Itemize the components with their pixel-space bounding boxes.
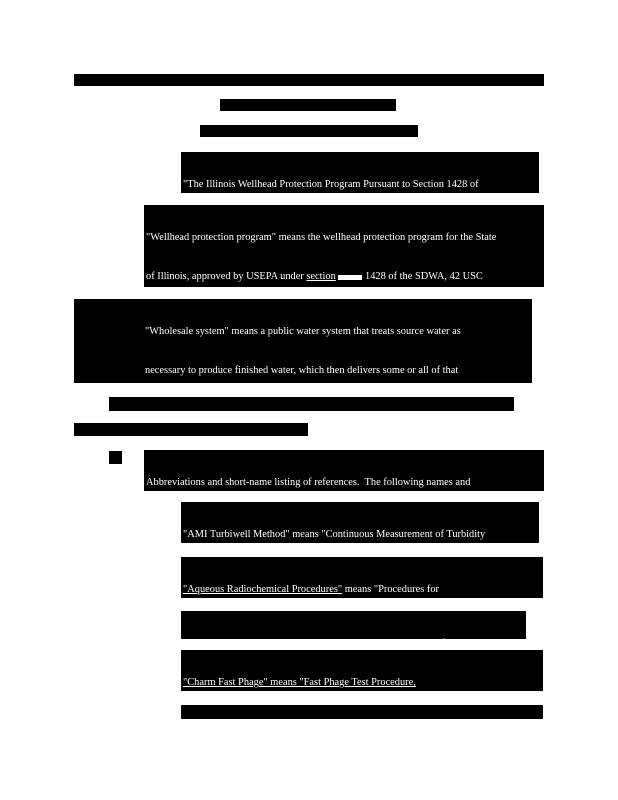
ref-line: "Charm Fast Phage" means "Fast Phage Test Procedure,: [183, 677, 416, 689]
definition-text: of Illinois, approved by USEPA under: [146, 271, 307, 283]
register-title: [74, 74, 544, 86]
ref-chlordiox: [181, 705, 543, 719]
definition-line: necessary to produce finished water, which then delivers some or all of that: [145, 365, 459, 377]
ref-term: "Aqueous Radiochemical Procedures": [183, 584, 343, 596]
definition-text: 1428 of the SDWA, 42 USC: [362, 271, 483, 283]
section-heading: [74, 423, 308, 436]
ref-aqueous-radiochemical: [181, 557, 543, 598]
ref-charm-fast-phage: [181, 650, 543, 691]
redaction-mark: [338, 275, 362, 280]
ref-astm: [181, 611, 526, 639]
board-title: [220, 99, 396, 111]
item-line: Abbreviations and short-name listing of references. The following names and: [146, 477, 471, 489]
ref-line: "AMI Turbiwell Method" means "Continuous Measurement of Turbidity: [183, 529, 486, 541]
item-a-label: [109, 451, 122, 464]
citation-line: "The Illinois Wellhead Protection Program Pursuant to Section 1428 of: [183, 179, 479, 191]
source-line: [109, 397, 514, 411]
definition-line: "Wholesale system" means a public water system that treats source water as: [145, 326, 461, 338]
definition-line: "Wellhead protection program" means the wellhead protection program for the State: [146, 232, 497, 244]
wholesale-definition: [74, 299, 532, 383]
wellhead-citation: [181, 152, 539, 193]
ref-line: [183, 637, 526, 639]
definition-line: [146, 270, 544, 283]
wellhead-definition: [144, 205, 544, 287]
section-underlined: section: [306, 271, 336, 283]
ref-text: means "Procedures for: [342, 584, 439, 596]
ref-line: [183, 583, 543, 596]
item-a-text: [144, 450, 544, 491]
notice-title: [200, 125, 418, 137]
ref-ami-turbiwell: [181, 502, 539, 543]
